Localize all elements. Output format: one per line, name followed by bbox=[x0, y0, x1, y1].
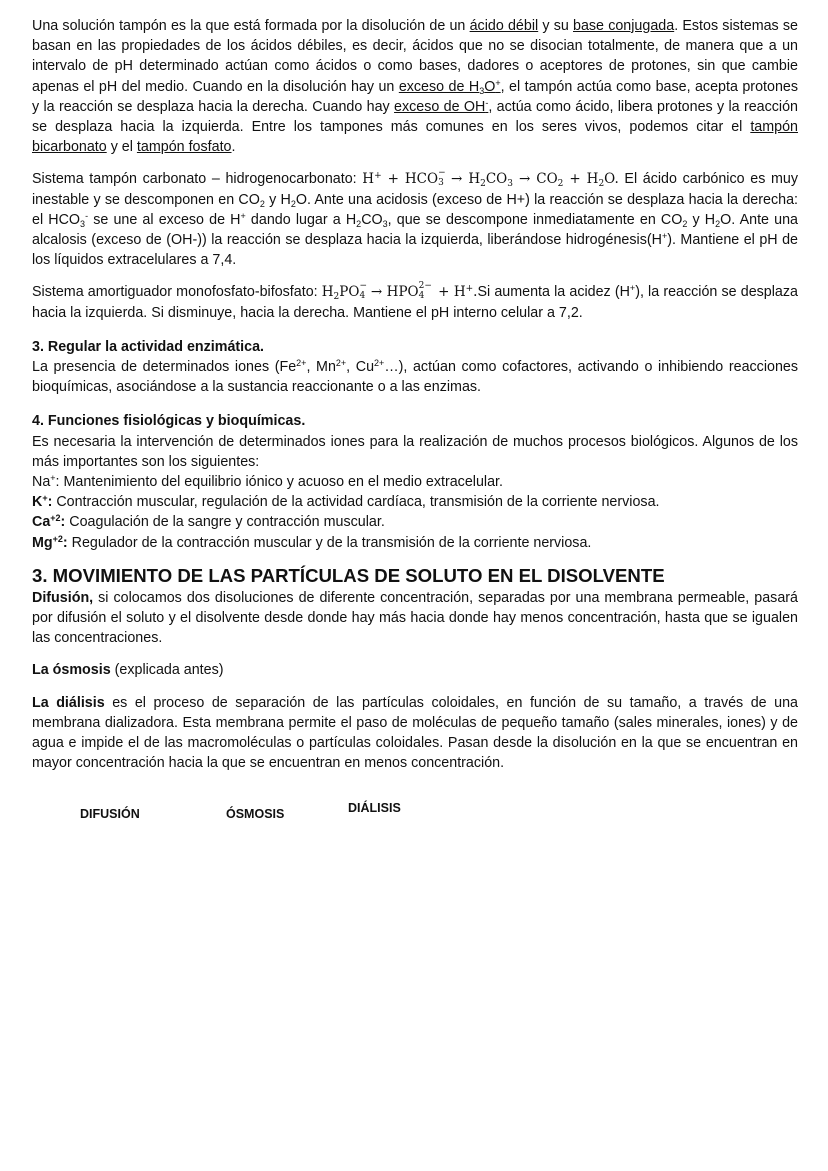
figure-label-dialysis: DIÁLISIS bbox=[348, 801, 401, 815]
enzyme-section-heading: 3. Regular la actividad enzimática. bbox=[32, 338, 265, 355]
weak-acid-link[interactable]: ácido débil bbox=[469, 18, 539, 34]
excess-h3o-link[interactable]: exceso de $H_3O^+$ bbox=[398, 77, 501, 96]
enzyme-paragraph: La presencia de determinados iones ($Fe^{2+}$, $Mn^{2+}$, $Cu^{2+}\dots$), actúan como cofactores, activando o inhibiendo reacciones bioquímicas, asociándose a la sustancia reaccionante o a las enzimas. bbox=[32, 358, 798, 396]
ion-item-ca: $Ca^{+2}$: Coagulación de la sangre y contracción muscular. bbox=[32, 513, 385, 531]
carbonate-equation: H+ + HCO − 3 → $H_2CO_3 \to CO_2 + H_2O$. bbox=[362, 168, 619, 190]
ion-item-k: K+: Contracción muscular, regulación de la actividad cardíaca, transmisión de la corriente nerviosa. bbox=[32, 493, 660, 511]
functions-section-heading: 4. Funciones fisiológicas y bioquímicas. bbox=[32, 413, 306, 430]
phosphate-buffer-paragraph: Sistema amortiguador monofosfato-bifosfato: $H_2PO$ − 4 → HPO 2− 4 + H+.Si aumenta la acidez (H+), la reacción se desplaza hacia la izquierda. Si disminuye, hacia la derecha. Mantiene el pH interno celular a 7,2. bbox=[32, 281, 798, 321]
movement-section-title: 3. MOVIMIENTO DE LAS PARTÍCULAS DE SOLUTO EN EL DISOLVENTE bbox=[32, 564, 665, 586]
ion-item-na: Na+: Mantenimiento del equilibrio iónico y acuoso en el medio extracelular. bbox=[32, 473, 503, 491]
functions-intro: Es necesaria la intervención de determinados iones para la realización de muchos procesos biológicos. Algunos de los más importantes son los siguientes: bbox=[32, 433, 798, 470]
carbonate-buffer-paragraph: Sistema tampón carbonato – hidrogenocarbonato: H+ + HCO − 3 → $H_2CO_3 \to CO_2 + H_2O$. El ácido carbónico es muy inestable y se descomponen en $CO_2$ y $H_2O$. Ante una acidosis (exceso de H+) la reacción se desplaza hacia la derecha: el $HCO_3^-$ se une al exceso de H+ dando lugar a $H_2CO_3$, que se descompone inmediatamente en $CO_2$ y $H_2O$. Ante una alcalosis (exceso de (OH-)) la reacción se desplaza hacia la izquierda, liberándose hidrogénesis(H+). Mantiene el pH de los líquidos extracelulares a 7,4. bbox=[32, 168, 799, 269]
diffusion-paragraph: Difusión, si colocamos dos disoluciones de diferente concentración, separadas por una membrana permeable, pasará por difusión el soluto y el disolvente desde donde hay más hacia donde hay menos concentración, hasta que se igualen las concentraciones. bbox=[32, 589, 798, 647]
phosphate-buffer-link[interactable]: tampón fosfato bbox=[136, 139, 232, 156]
excess-oh-link[interactable]: exceso de OH- bbox=[394, 97, 489, 115]
dialysis-paragraph: La diálisis es el proceso de separación de las partículas coloidales, en función de su tamaño, a través de una membrana dializadora. Esta membrana permite el paso de moléculas de pequeño tamaño (sales minerales, iones) y de agua e impide el de las macromoléculas o partículas coloidales. Pasan desde la disolución en la que se encuentran en mayor concentración hacia la que se encuentran en menos concentración. bbox=[32, 694, 798, 772]
buffer-intro-paragraph: Una solución tampón es la que está formada por la disolución de un ácido débil y su base conjugada. Estos sistemas se basan en las propiedades de los ácidos débiles, es decir, ácidos que no se disocian totalmente, de manera que a un intervalo de pH determinado actúan como ácidos o como bases, dadores o aceptores de protones, sin que cambie apenas el pH del medio. Cuando en la disolución hay un exceso de $H_3O^+$, el tampón actúa como base, acepta protones y la reacción se desplaza hacia la derecha. Cuando hay exceso de OH-, actúa como ácido, libera protones y la reacción se desplaza hacia la izquierda. Entre los tampones más comunes en los seres vivos, podemos citar el tampón bicarbonato y el tampón fosfato. bbox=[32, 18, 798, 156]
figure-labels-row bbox=[0, 800, 766, 830]
figure-label-osmosis: ÓSMOSIS bbox=[226, 807, 285, 821]
conjugate-base-link[interactable]: base conjugada bbox=[573, 18, 675, 34]
bicarbonate-buffer-link[interactable]: tampón bicarbonato bbox=[32, 119, 798, 156]
phosphate-equation: $H_2PO$ − 4 → HPO 2− 4 + H+. bbox=[321, 281, 478, 303]
ion-item-mg: $Mg^{+2}$: Regulador de la contracción muscular y de la transmisión de la corriente nerviosa. bbox=[32, 533, 592, 551]
document-page bbox=[32, 16, 798, 774]
osmosis-paragraph: La ósmosis (explicada antes) bbox=[32, 662, 224, 679]
figure-label-diffusion: DIFUSIÓN bbox=[80, 807, 140, 821]
